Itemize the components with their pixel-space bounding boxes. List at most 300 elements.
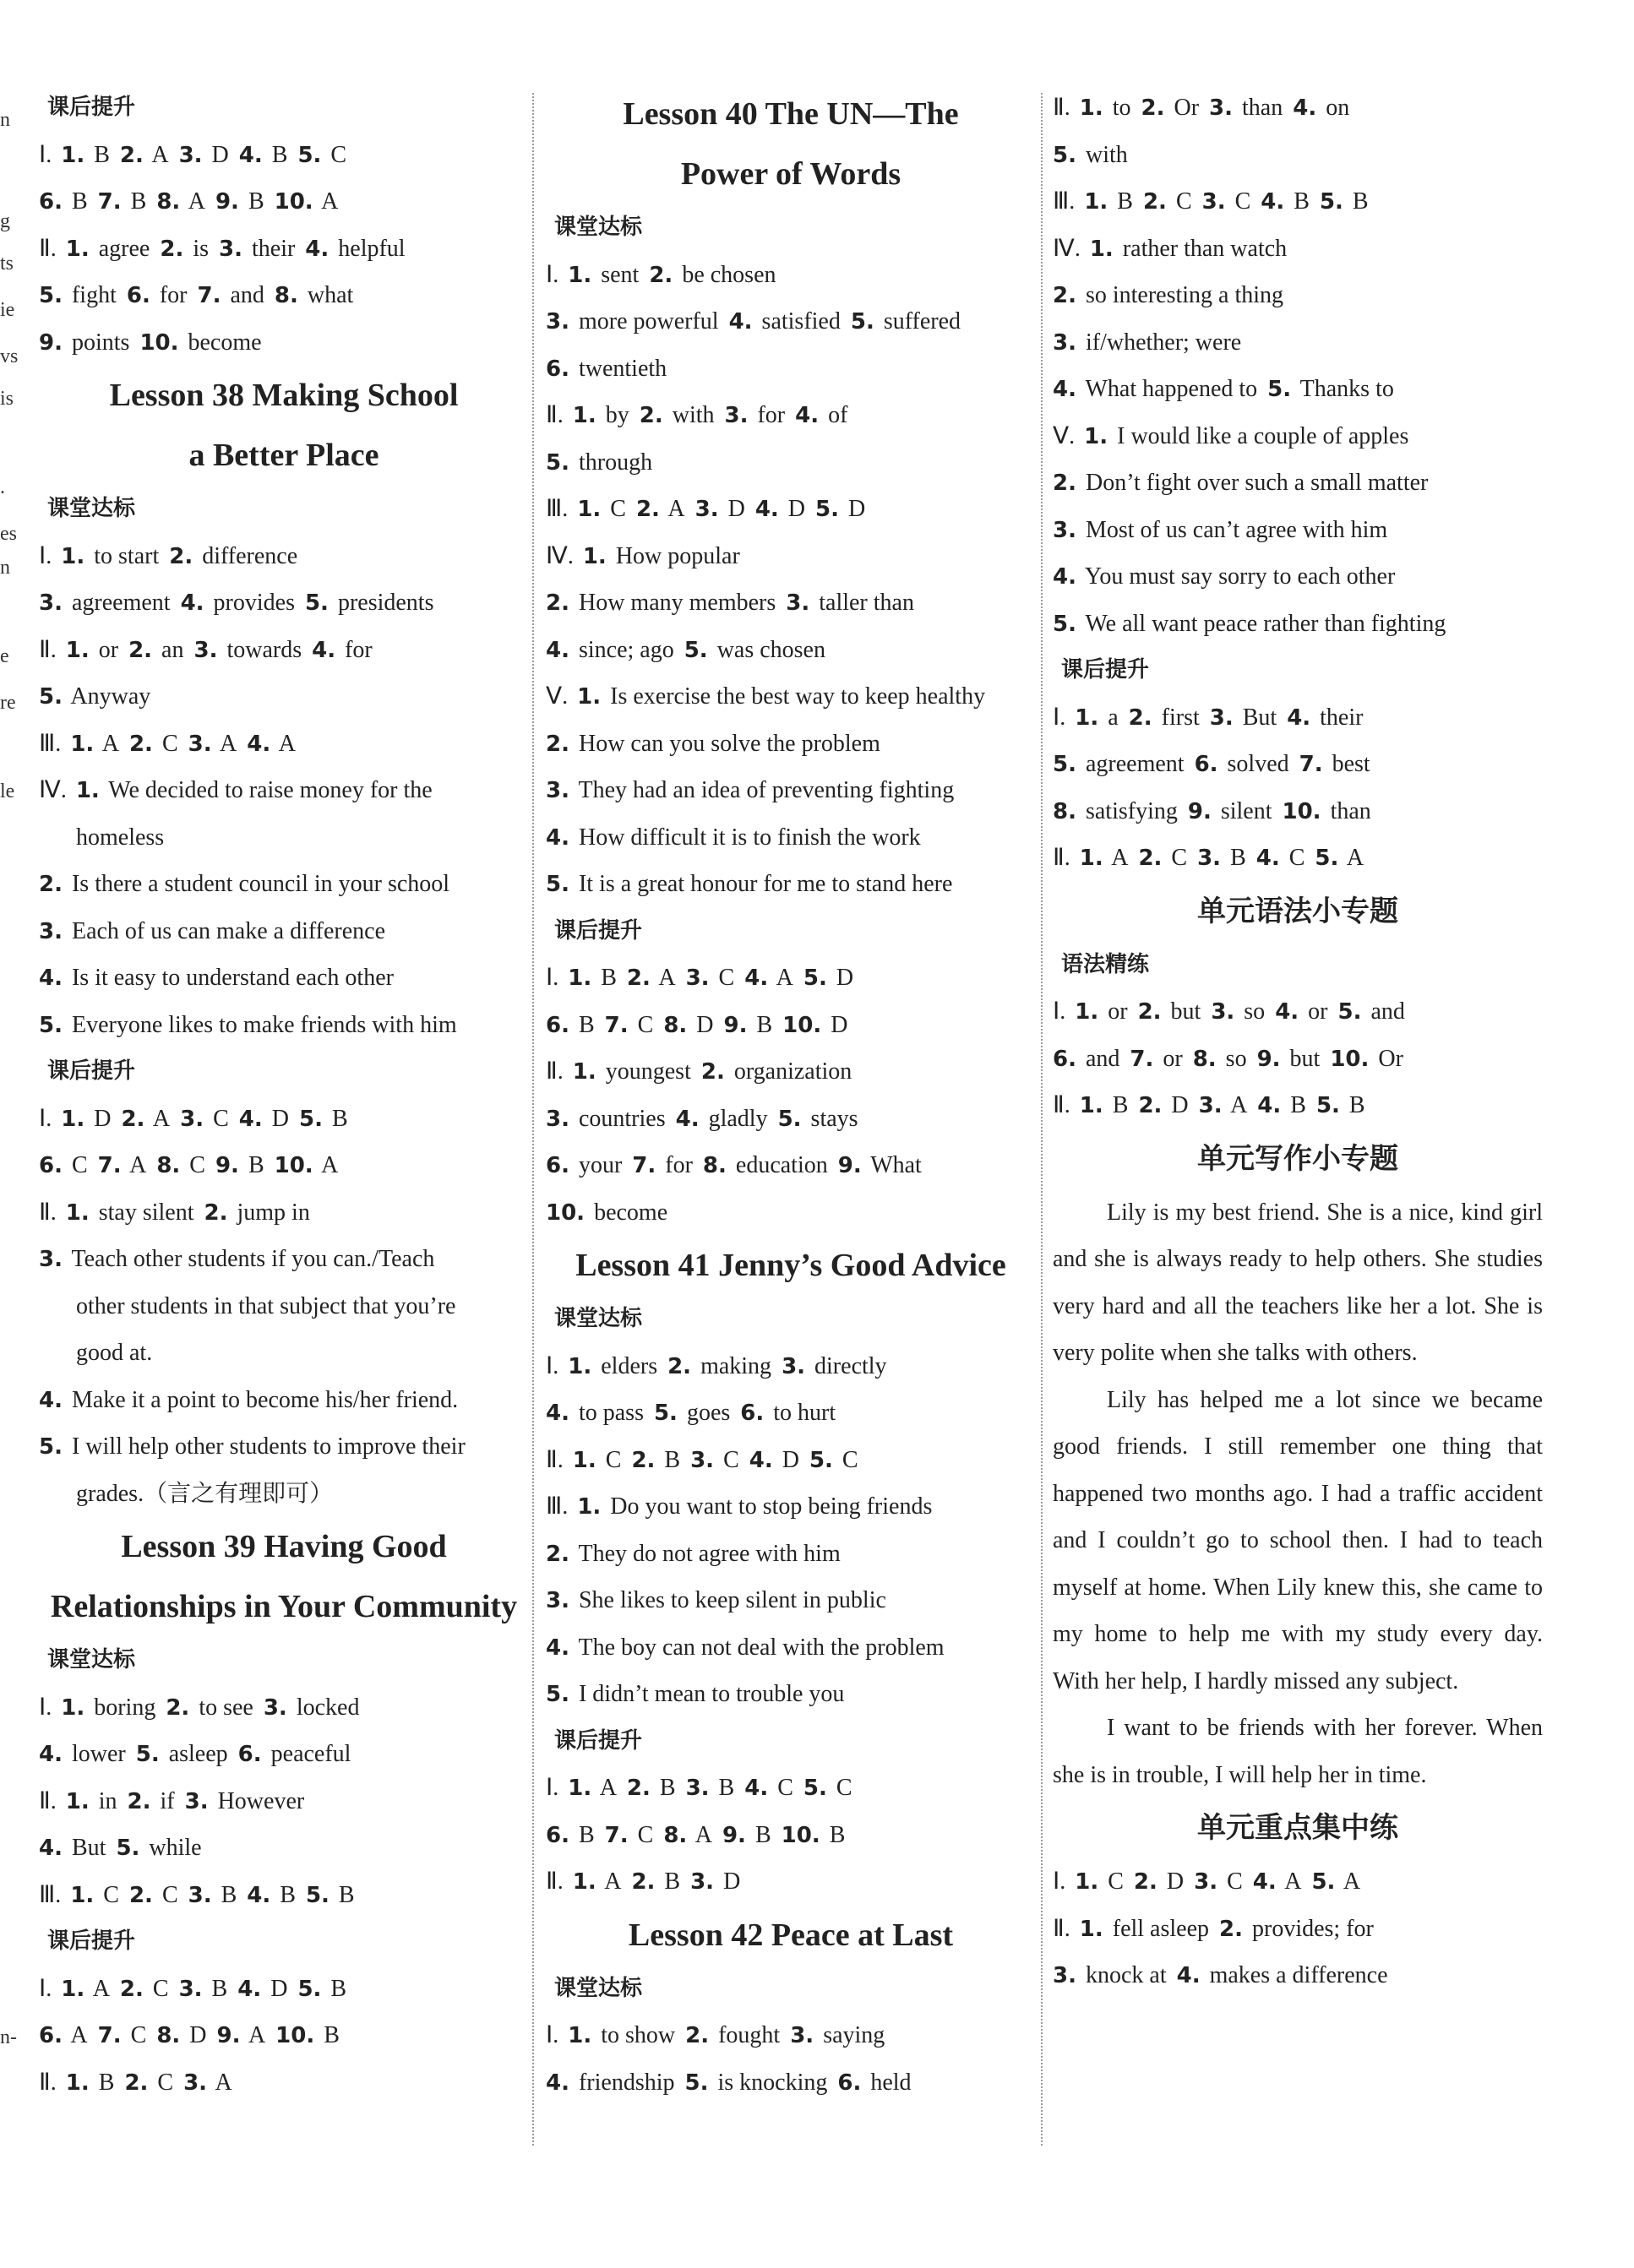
answer-item: Ⅰ. 1. D [39,1105,112,1132]
answer-item: 5. Anyway [39,683,151,710]
answer-line [546,1343,1036,1390]
answer-item: 7. best [1299,751,1370,777]
answer-line [39,955,529,1002]
answer-item: 2. Don’t fight over such a small matter [1053,470,1429,496]
answer-line [546,1531,1036,1578]
answer-item: 9. B [215,188,264,215]
section-heading: 课堂达标 [554,1975,643,2001]
answer-line [39,721,529,768]
answer-item: 2. C [128,730,178,757]
answer-line [1053,835,1543,882]
answer-item: 3. agreement [39,590,171,616]
answer-item: 3. Each of us can make a difference [39,917,386,944]
answer-item: 5. A [1311,1868,1361,1895]
answer-item: 6. A [39,2022,88,2048]
answer-item: 3. countries [546,1105,666,1132]
answer-item: 5. B [305,1881,355,1908]
answer-item: 4. B [238,141,288,168]
answer-line [546,1577,1036,1624]
answer-line [39,627,529,674]
answer-item: Ⅰ. 1. B [39,141,110,168]
edge-fragment: ts [0,253,14,275]
answer-item: 4. friendship [546,2069,675,2096]
answer-item: 8. D [663,1011,714,1038]
answer-item: Ⅰ. 1. sent [546,261,640,288]
answer-line [546,721,1036,768]
answer-item: 10. B [275,2022,340,2048]
column-middle [546,84,1036,2106]
answer-line [1053,741,1543,788]
answer-item: 3. directly [782,1352,887,1379]
answer-line [1053,1952,1543,1999]
answer-line [39,1423,529,1471]
left-edge-fragments [0,84,25,2112]
answer-item: 5. B [297,1975,347,2002]
answer-line [1053,1036,1543,1083]
answer-line [546,1189,1036,1237]
answer-item: 3. Most of us can’t agree with him [1053,516,1388,543]
answer-item: 5. C [809,1446,858,1473]
answer-line [546,1671,1036,1718]
answer-item: Ⅱ. 1. in [39,1787,117,1814]
answer-item: 3. D [690,1868,741,1895]
answer-line [39,1002,529,1049]
answer-line [1053,272,1543,319]
answer-line [546,1483,1036,1531]
answer-line [39,226,529,273]
answer-line [546,1812,1036,1859]
answer-item: 7. C [604,1821,654,1848]
answer-item: 10. than [1282,797,1371,824]
answer-item: 2. How many members [546,590,776,616]
answer-item: 10. become [546,1199,668,1226]
answer-item: 5. agreement [1053,751,1185,777]
answer-item: 3. towards [193,636,302,663]
answer-line [546,1390,1036,1437]
answer-item: 3. B [188,1881,237,1908]
answer-item: 4. of [795,402,848,428]
answer-item: 4. The boy can not deal with the problem [546,1634,945,1661]
answer-item: 3. D [178,141,229,168]
answer-line [546,1858,1036,1906]
edge-fragment: g [0,210,10,232]
answer-item: 3. A [183,2069,232,2096]
answer-item: 2. Or [1141,95,1200,121]
answer-line [1053,84,1543,132]
answer-item: 7. and [197,282,264,308]
lesson-title: Lesson 40 The UN—The [623,96,959,132]
answer-line [39,1189,529,1237]
answer-line [1053,988,1543,1036]
answer-item: 4. for [312,636,373,663]
answer-item: Ⅲ. 1. C [546,496,626,522]
answer-item: 7. C [604,1011,654,1038]
answer-item: Ⅱ. 1. or [39,636,119,663]
lesson-title: Lesson 41 Jenny’s Good Advice [575,1248,1006,1283]
answer-line [1053,1906,1543,1953]
answer-line [39,2059,529,2107]
answer-item: Ⅱ. 1. to [1053,95,1131,121]
answer-line [546,579,1036,627]
answer-item: 3. more powerful [546,308,719,334]
answer-item: 2. Is there a student council in your school [39,871,450,897]
answer-item: 2. C [119,1975,169,2002]
answer-item: 9. but [1256,1045,1321,1072]
answer-item: 5. B [1315,1092,1365,1118]
answer-item: 3. B [178,1975,228,2002]
answer-line [1053,413,1543,460]
answer-item: 3. knock at [1053,1962,1167,1988]
answer-item: 7. C [97,2022,147,2048]
answer-item: 3. However [184,1787,305,1814]
answer-item: 9. What [837,1152,922,1178]
answer-line [1053,694,1543,742]
answer-item: 2. with [639,402,715,428]
answer-line [39,908,529,955]
essay-paragraph: Lily is my best friend. She is a nice, kind girl and she is always ready to help others. She studies very hard and all the teachers like her a lot. She is very polite when she talks with others. [1053,1199,1543,1366]
answer-item: 3. A [1198,1092,1248,1118]
answer-line [1053,1858,1543,1906]
answer-item: Ⅱ. 1. C [546,1446,622,1473]
answer-item: 8. A [156,188,205,215]
answer-item: Ⅱ. 1. A [1053,845,1129,871]
answer-item: 8. A [663,1821,712,1848]
answer-item: 4. provides [180,590,295,616]
answer-item: 2. an [128,636,184,663]
column-left [39,84,529,2106]
answer-item: 3. A [188,730,237,757]
answer-line [39,1872,529,1919]
answer-item: 5. I didn’t mean to trouble you [546,1681,845,1707]
answer-item: Ⅰ. 1. A [39,1975,110,2002]
answer-item: Ⅳ. 1. We decided to raise money for the [39,777,433,803]
answer-item: 10. A [274,1152,339,1178]
edge-fragment: es [0,523,17,545]
answer-item: Ⅰ. 1. to start [39,542,160,569]
answer-line [39,272,529,319]
answer-item: 4. How difficult it is to finish the work [546,824,921,851]
answer-line [1053,178,1543,226]
answer-item: 6. peaceful [237,1741,351,1767]
answer-item: 5. and [1337,998,1405,1025]
answer-item: 2. D [1138,1092,1189,1118]
essay-paragraph: Lily has helped me a lot since we became good friends. I still remember one thing that happened two months ago. I had a traffic accident and I couldn’t go to school then. I had to teach myself at home. When Lily knew this, she came to my home to help me with my study every day. With her help, I hardly missed any subject. [1053,1386,1543,1694]
answer-item: 3. Teach other students if you can./Teach [39,1246,435,1272]
answer-item: 8. satisfying [1053,797,1178,824]
answer-line [546,486,1036,533]
section-heading: 课堂达标 [47,1647,136,1672]
answer-item: 4. their [1287,704,1364,731]
section-heading: 课后提升 [47,1058,136,1084]
answer-line [546,439,1036,487]
section-heading: 语法精练 [1061,951,1150,977]
answer-item: 5. was chosen [684,636,825,663]
answer-item: 2. organization [700,1058,852,1085]
answer-item: 2. C [124,2069,174,2096]
answer-item: 2. C [1138,845,1188,871]
answer-item: 8. so [1192,1045,1247,1072]
answer-item: 7. A [97,1152,147,1178]
answer-item: 9. silent [1187,797,1272,824]
answer-item: Ⅰ. 1. A [546,1775,617,1801]
answer-item: 4. B [1257,1092,1306,1118]
answer-item: 3. C [690,1446,739,1473]
section-heading: 课后提升 [554,1727,643,1754]
answer-item: Ⅱ. 1. fell asleep [1053,1915,1210,1942]
answer-item: 2. C [128,1881,178,1908]
answer-line [546,1002,1036,1049]
answer-line [39,673,529,721]
section-heading: 课后提升 [554,917,643,944]
edge-fragment: vs [0,345,19,367]
answer-item: 2. D [1133,1868,1185,1895]
answer-item: 5. suffered [850,308,961,334]
answer-item: 5. C [297,141,347,168]
answer-line [546,2059,1036,2107]
answer-item: 3. locked [263,1694,360,1721]
answer-item: 6. B [39,188,88,215]
answer-item: 4. D [237,1975,288,2002]
answer-line [39,1778,529,1825]
answer-item: 3. C [685,965,735,991]
column-divider-left [532,93,534,2146]
answer-continuation: homeless [76,824,165,851]
answer-line [546,767,1036,814]
answer-line [546,955,1036,1002]
answer-item: 10. A [274,188,339,215]
answer-item: 2. B [626,1775,676,1801]
answer-line [1053,226,1543,273]
answer-item: 10. B [781,1821,846,1848]
answer-item: 8. education [702,1152,828,1178]
answer-item: 6. for [126,282,188,308]
answer-item: 5. through [546,449,653,476]
essay-paragraph: I want to be friends with her forever. When she is in trouble, I will help her in time. [1053,1715,1543,1788]
answer-item: 2. How can you solve the problem [546,730,880,757]
answer-item: 5. asleep [135,1741,228,1767]
answer-item: 5. C [803,1775,852,1801]
answer-item: 4. You must say sorry to each other [1053,563,1396,590]
section-heading: 课后提升 [1061,657,1150,683]
answer-item: Ⅱ. 1. agree [39,235,150,262]
answer-item: 5. B [1319,188,1369,215]
answer-item: 3. She likes to keep silent in public [546,1587,886,1613]
answer-item: 9. A [216,2022,266,2048]
answer-item: 4. C [1255,845,1305,871]
unit-title: 单元写作小专题 [1197,1141,1398,1176]
answer-line [39,132,529,179]
answer-item: 6. twentieth [546,355,667,382]
answer-item: 2. so interesting a thing [1053,282,1284,308]
answer-line [546,627,1036,674]
edge-fragment: e [0,645,9,667]
answer-item: 4. D [749,1446,799,1473]
answer-item: Ⅱ. 1. youngest [546,1058,691,1085]
answer-item: 3. than [1209,95,1283,121]
answer-item: 6. C [39,1152,88,1178]
answer-item: 3. for [724,402,786,428]
answer-item: 3. taller than [786,590,914,616]
answer-item: 2. fought [685,2022,781,2048]
answer-item: 5. D [803,965,854,991]
answer-item: Ⅱ. 1. by [546,402,629,428]
answer-item: Ⅰ. 1. elders [546,1352,658,1379]
section-heading: 课后提升 [47,95,136,120]
answer-item: Ⅱ. 1. B [39,2069,115,2096]
answer-item: Ⅰ. 1. C [1053,1868,1124,1895]
answer-item: 8. D [156,2022,207,2048]
answer-item: 6. and [1053,1045,1120,1072]
answer-item: 9. B [722,1821,771,1848]
answer-item: Ⅱ. 1. A [546,1868,622,1895]
answer-line [546,1048,1036,1096]
answer-line [546,673,1036,721]
lesson-title: Lesson 39 Having Good [121,1529,447,1564]
answer-continuation: grades.（言之有理即可） [76,1480,334,1507]
unit-title: 单元重点集中练 [1197,1811,1398,1845]
answer-item: Ⅰ. 1. a [1053,704,1119,731]
edge-fragment: re [0,692,16,714]
answer-item: 9. points [39,329,130,356]
answer-item: 2. B [631,1868,681,1895]
answer-item: 4. gladly [675,1105,768,1132]
answer-line [39,319,529,367]
answer-item: 5. Everyone likes to make friends with him [39,1011,457,1038]
answer-item: 4. satisfied [728,308,841,334]
answer-item: 5. goes [653,1400,731,1426]
answer-item: 5. is knocking [684,2069,828,2096]
answer-item: 4. C [744,1775,793,1801]
answer-item: 4. or [1275,998,1328,1025]
answer-line [1053,553,1543,601]
answer-line [546,861,1036,908]
answer-item: 3. B [685,1775,735,1801]
answer-line [546,533,1036,580]
answer-item: 2. C [1142,188,1192,215]
answer-item: Ⅲ. 1. Do you want to stop being friends [546,1493,933,1520]
answer-item: 4. Make it a point to become his/her friend. [39,1386,459,1413]
answer-item: 2. B [631,1446,681,1473]
answer-line [546,252,1036,299]
answer-item: 2. A [119,141,169,168]
answer-item: Ⅳ. 1. rather than watch [1053,235,1288,262]
answer-item: 7. or [1130,1045,1183,1072]
answer-item: 3. They had an idea of preventing fighting [546,777,955,803]
answer-item: 5. B [298,1105,348,1132]
answer-item: 5. with [1053,141,1128,168]
answer-item: 4. A [247,730,296,757]
section-heading: 课堂达标 [554,1306,643,1331]
section-heading: 课堂达标 [47,496,136,521]
answer-item: 2. jump in [204,1199,310,1226]
answer-item: 3. B [1197,845,1246,871]
answer-line [546,1096,1036,1143]
answer-item: Ⅲ. 1. A [39,730,119,757]
answer-continuation: good at. [76,1340,153,1366]
answer-item: 4. D [754,496,806,522]
answer-line [546,1765,1036,1812]
answer-line [546,814,1036,862]
answer-line [1053,132,1543,179]
answer-item: 4. since; ago [546,636,674,663]
lesson-title: a Better Place [188,438,379,473]
answer-item: 5. fight [39,282,117,308]
answer-item: 5. I will help other students to improve their [39,1433,466,1460]
answer-item: 5. presidents [304,590,434,616]
answer-item: Ⅰ. 1. or [1053,998,1128,1025]
answer-item: 6. B [546,1011,595,1038]
answer-item: 2. to see [166,1694,253,1721]
answer-item: 4. D [238,1105,289,1132]
answer-item: 3. so [1211,998,1266,1025]
answer-item: 4. B [1261,188,1310,215]
answer-line [1053,1082,1543,1129]
answer-item: 2. making [667,1352,772,1379]
answer-line [546,298,1036,345]
answer-line [39,1377,529,1424]
edge-fragment: n [0,557,10,579]
answer-item: 4. A [1252,1868,1302,1895]
answer-item: 4. B [247,1881,296,1908]
answer-item: 4. Is it easy to understand each other [39,965,394,991]
edge-fragment: n- [0,2026,17,2048]
answer-line [39,1684,529,1732]
answer-line [1053,460,1543,507]
answer-line [1053,788,1543,835]
answer-item: 6. held [837,2069,912,2096]
answer-item: 2. A [635,496,685,522]
answer-item: 3. But [1209,704,1277,731]
answer-item: 4. to pass [546,1400,644,1426]
column-right [1053,84,1543,1999]
answer-line [39,178,529,226]
answer-item: 5. stays [777,1105,858,1132]
answer-line [1053,319,1543,367]
answer-item: 5. D [815,496,866,522]
answer-line [39,533,529,580]
answer-item: 3. C [1194,1868,1243,1895]
answer-line [39,2012,529,2059]
answer-item: 6. your [546,1152,623,1178]
answer-item: 4. makes a difference [1176,1962,1388,1988]
answer-item: 7. for [632,1152,693,1178]
answer-continuation: other students in that subject that you’re [76,1292,456,1319]
answer-item: 8. C [156,1152,205,1178]
answer-item: Ⅲ. 1. B [1053,188,1133,215]
answer-item: Ⅴ. 1. I would like a couple of apples [1053,422,1409,449]
answer-line [39,1096,529,1143]
answer-item: 2. be chosen [649,261,776,288]
answer-item: 8. what [274,282,354,308]
answer-line [1053,507,1543,554]
answer-item: 5. It is a great honour for me to stand here [546,871,953,897]
answer-line [39,1142,529,1189]
answer-item: 2. A [626,965,676,991]
answer-item: 7. B [97,188,147,215]
answer-item: 2. first [1128,704,1200,731]
answer-line [39,1731,529,1778]
answer-item: 2. if [127,1787,175,1814]
edge-fragment: n [0,109,10,131]
answer-item: 6. solved [1194,751,1289,777]
answer-item: Ⅳ. 1. How popular [546,542,740,569]
answer-item: 9. B [215,1152,264,1178]
answer-item: 4. But [39,1835,106,1861]
lesson-title: Lesson 42 Peace at Last [628,1917,954,1953]
answer-item: 3. C [1201,188,1251,215]
answer-item: 2. is [160,235,210,262]
answer-line [546,392,1036,439]
